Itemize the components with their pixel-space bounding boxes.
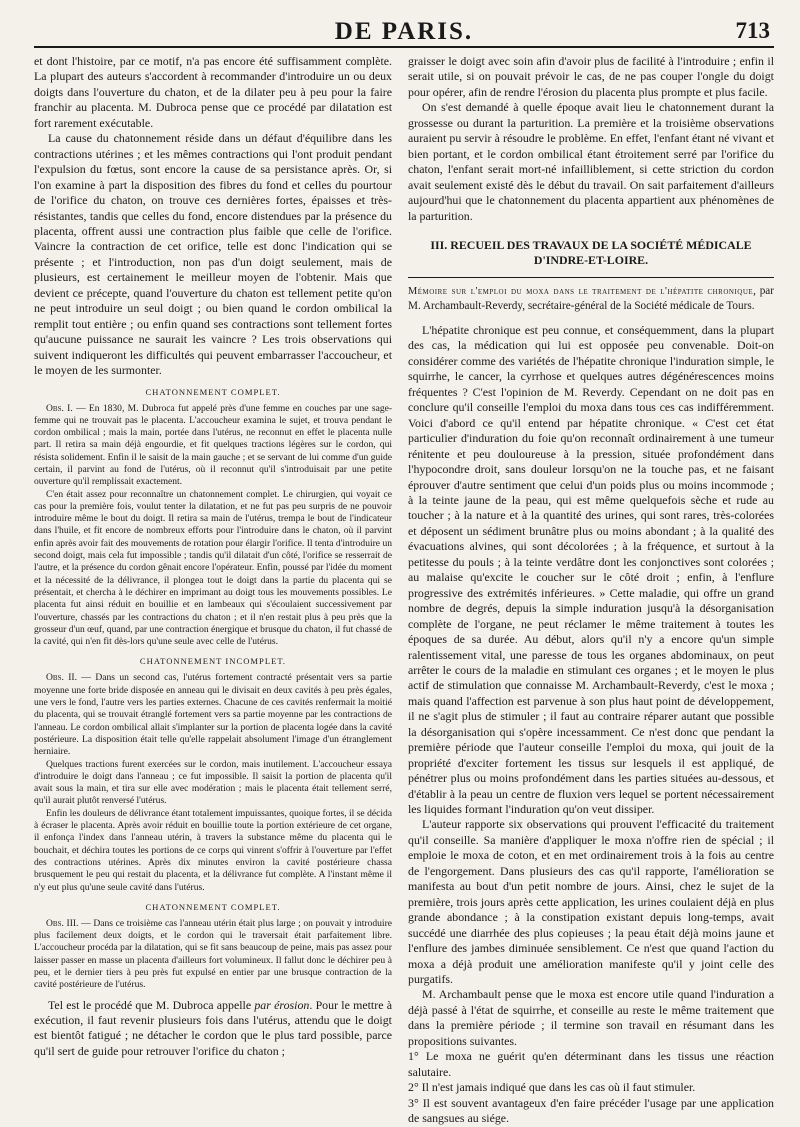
propositions-list	[408, 1049, 774, 1126]
observation-text: — Dans un second cas, l'utérus fortement contracté présentait vers sa partie moyenne une forte bride disposée en anneau qui le divisait en deux cavités à peu près égales, une vers le fond, l'autre vers les parties externes. Chacune de ces cavités renfermait la moitié du placenta, qui se trouvait étranglé fortement vers sa partie moyenne par les contractions de l'anneau. Le cordon ombilical allait s'implanter sur la portion de placenta logée dans la cavité postérieure. La disposition était telle qu'elle rappelait absolument l'image d'un étranglement herniaire.	[34, 672, 392, 758]
emphasis-term: par érosion	[254, 997, 310, 1012]
two-column-body	[34, 54, 774, 1127]
section-title: III. RECUEIL DES TRAVAUX DE LA SOCIÉTÉ MÉDICALE D'INDRE-ET-LOIRE.	[430, 237, 752, 268]
left-cause-paragraph: La cause du chatonnement réside dans un défaut d'équilibre dans les contractions utérines ; et les mêmes contractions qui l'ont produit pendant l'expulsion du fœtus, sont encore la cause de sa persistance après. Or, si l'on examine à part la disposition des fibres du fond et celles du pourtour de l'orifice du chaton, on trouve ces dernières fortes, épaisses et très-résistantes, tandis que celles du fond, encore distendues par la présence du placenta, offrent aussi une contraction plus faible que celle de l'orifice. Vaincre la contraction de cet orifice, telle est donc l'indication qui se présente ; et l'introduction, non pas d'un doigt seulement, mais de plusieurs, est certainement le meilleur moyen de l'obtenir. Mais que devient ce précepte, quand l'ouverture du chaton est tellement petite qu'on ne peut introduire un seul doigt ; ou bien quand le cordon ombilical la remplit tout entière ; ou enfin quand ses contractions sont tellement fortes qu'aucune puissance ne saurait les vaincre ? Les trois observations qui suivent indiqueront les difficultés qui peuvent embarrasser l'accoucheur, et le moyen de les surmonter.	[34, 131, 392, 378]
memoir-author: , par M. Archambault-Reverdy, secrétaire-général de la Société médicale de Tours.	[408, 284, 774, 312]
list-item: 2° Il n'est jamais indiqué que dans les cas où il faut stimuler.	[408, 1080, 696, 1095]
divider	[408, 277, 774, 278]
article-paragraph: M. Archambault pense que le moxa est encore utile quand l'induration a déjà passé à l'état de squirrhe, et conseille au reste le même traitement que dans la première période ; il termine son travail en résumant dans les propositions suivantes.	[408, 987, 774, 1048]
section-heading: CHATONNEMENT COMPLET.	[145, 386, 281, 397]
right-continuation-paragraph: graisser le doigt avec soin afin d'avoir plus de facilité à l'introduire ; enfin il serait utile, si on pouvait prévoir le cas, de ne pas couper l'ongle du doigt pour opérer, afin de rendre l'érosion du placenta plus prompte et plus facile.	[408, 54, 774, 99]
left-intro-paragraph: et dont l'histoire, par ce motif, n'a pas encore été suffisamment complète. La plupart des auteurs s'accordent à recommander d'introduire un ou deux doigts dans l'ouverture du chaton, et de la dilater peu à peu pour la faire franchir au placenta. M. Dubroca pense que ce procédé par dilatation est fort rarement exécutable.	[34, 54, 392, 130]
observation-text: — En 1830, M. Dubroca fut appelé près d'une femme en couches par une sage-femme qui ne trouvait pas le placenta. L'accoucheur examina le sujet, et trouva pendant le cordon ombilical ; mais la main, portée dans l'utérus, ne reconnut en effet le placenta nulle part. Il retira sa main déjà engourdie, et fit quelques tractions légères sur le cordon, qui résista solidement. Enfin il le saisit de la main gauche ; et se servant de lui comme d'un guide certain, il parvint au fond de l'utérus, où il reconnut qu'il s'introduisait par une petite ouverture qu'il remplissait exactement.	[34, 402, 393, 488]
article-paragraph: L'auteur rapporte six observations qui prouvent l'efficacité du traitement qu'il conseille. Sa manière d'appliquer le moxa n'offre rien de spécial ; il emploie le moxa de coton, et en met ordinairement trois à la fois au centre de l'engorgement. Dans plusieurs des cas qu'il rapporte, l'amélioration se manifesta au bout d'un petit nombre de jours. Ainsi, chez le sujet de la première, trois jours après cette application, les urines coulaient déjà en plus grande abondance ; à la constipation existant depuis long-temps, avait succédé une diarrhée des plus copieuses ; la peau était déjà moins jaune et l'enflure des jambes diminuée sensiblement. Ce n'est que quand l'action du moxa a déjà produit une amélioration manifeste qu'il y joint celle des purgatifs.	[408, 817, 774, 987]
left-closing-paragraph: Tel est le procédé que M. Dubroca appelle par érosion. Pour le mettre à exécution, il faut revenir plusieurs fois dans l'utérus, attendu que le doigt est bientôt fatigué ; ne détacher le cordon que le plus tard possible, parce qu'il sert de guide pour retrouver l'orifice du chaton ;	[34, 997, 392, 1058]
observation-text: — Dans ce troisième cas l'anneau utérin était plus large ; on pouvait y introduire plus facilement deux doigts, et le cordon qui le traversait était parfaitement libre. L'accoucheur procéda par la dilatation, qui se fit sans beaucoup de peine, mais pas assez pour laisser passer en masse un placenta d'ailleurs fort volumineux. Il fallut donc le déchirer peu à peu, et le dernier tiers à peu près fut expulsé en entier par une brusque contraction de la cavité postérieure de l'utérus.	[34, 917, 392, 991]
observation-label: Obs. III.	[46, 917, 79, 929]
list-item: 3° Il est souvent avantageux d'en faire précéder l'usage par une application de sangsues au siége.	[408, 1095, 774, 1126]
article-paragraph: L'hépatite chronique est peu connue, et conséquemment, dans la plupart des cas, la médication qui lui est opposée peu convenable. Doit-on considérer comme des variétés de l'hépatite chronique l'induration simple, le squirrhe, le cancer, la cyrrhose et quelques autres dégénérescences moins fréquentes ? C'est l'opinion de M. Reverdy. Cependant on ne doit pas en conclure qu'il conseille l'emploi du moxa dans tous ces cas indifféremment. Voici d'abord ce qu'il entend par hépatite chronique. « C'est cet état particulier d'induration du foie qu'on reconnaît ordinairement à une tumeur rénitente et peu douloureuse à la pression, située profondément dans l'hypocondre droit, sans douleur lorsqu'on ne la touche pas, et ne faisant éprouver d'autre sentiment que celui d'un poids plus ou moins incommode ; à la teinte jaune de la peau, qui est même quelquefois sèche et rude au toucher ; à la nature et à la quantité des urines, qui sont rares, très-colorées et déposent un sédiment brunâtre plus ou moins abondant ; à la qualité des évacuations alvines, qui sont décolorées ; à la fréquence, et surtout à la petitesse du pouls ; à la teinte verdâtre dont les conjonctives sont colorées ; au malaise qu'excite le coucher sur le côté droit ; enfin, à l'enflure progressive des extrémités inférieures. » Cette maladie, qui offre un grand nombre de degrés, depuis la simple induration jusqu'à la désorganisation complète de l'organe, ne peut réclamer le même traitement à toutes les époques de sa durée. Au début, alors qu'il n'y a encore qu'un simple ralentissement vital, une paresse de tous les organes abdominaux, on peut arrêter le cours de la maladie en stimulant ces organes ; et le moyen le plus actif de stimulation que connaisse M. Archambault-Reverdy, c'est le moxa ; mais quand l'affection est parvenue à son plus haut point de développement, il ne s'agit plus de stimuler ; il faut au contraire réparer autant que possible la désorganisation qui s'opère incessamment. Ce n'est donc que pendant la première période que l'auteur conseille l'emploi du moxa, qui jouit de la propriété d'exciter fortement les tissus sur lesquels il est appliqué, de pénétrer plus ou moins profondément dans les parties situées au-dessous, et d'établir à la peau un centre de fluxion vers lequel se portent nécessairement les liquides formant l'induration qu'on veut dissiper.	[408, 322, 774, 817]
observation-text: Quelques tractions furent exercées sur le cordon, mais inutilement. L'accoucheur essaya d'introduire le doigt dans l'anneau ; ce fut impossible. Il saisit la portion de placenta qu'il avait sous la main, et tira sur elle avec modération ; mais le placenta était tellement serré, qu'il aurait plutôt renversé l'utérus.	[34, 758, 392, 807]
observation-label: Obs. I.	[46, 402, 73, 414]
section-heading: CHATONNEMENT COMPLET.	[145, 901, 281, 912]
page-number: 713	[735, 18, 770, 43]
memoir-heading	[408, 284, 774, 313]
section-heading: CHATONNEMENT INCOMPLET.	[139, 656, 287, 667]
observation-text: C'en était assez pour reconnaître un chatonnement complet. Le chirurgien, qui voyait ce cas pour la première fois, voulut tenter la dilatation, et ne fut pas peu surpris de ne pouvoir introduire même le bout du doigt. Il retira sa main de l'utérus, trempa le bout de l'indicateur dans l'huile, et fit encore de nombreux efforts pour l'introduire dans le chaton, où il parvint enfin après avoir fait des mouvements de rotation pour élargir l'orifice. Il tenta d'introduire un second doigt, mais cela fut impossible ; tandis qu'il dilatait d'un côté, l'orifice se resserrait de l'autre, et la présence du cordon gênait encore l'opérateur. Enfin, poussé par l'idée du moment et la nécessité de la délivrance, il plongea tout le doigt dans la partie du placenta qui se présentait, et chercha à le déchirer en imprimant au doigt tous les mouvements possibles. Le placenta fut ainsi réduit en bouillie et en lambeaux qui s'écoulaient successivement par l'ouverture, chassés par les contractions du chaton ; et il n'en restait plus à peu près que la grosseur d'un œuf, quand, par une contraction énergique et brusque du chaton, il fut chassé de la cavité, qui n'en fit dès-lors qu'une seule avec celle de l'utérus.	[34, 488, 392, 648]
observation-text: Enfin les douleurs de délivrance étant totalement impuissantes, quoique fortes, il se décida à écraser le placenta. Après avoir réduit en bouillie toute la portion extérieure de cet organe, il enfonça l'index dans l'anneau utérin, à travers la substance même du placenta qui le bouchait, et déchira toutes les portions de ce corps qui vinrent s'offrir à l'ouverture par l'effet des contractions utérines. Après dix minutes environ la cavité postérieure chassa brusquement le peu qui restait du placenta, et la délivrance fut complète. A l'instant même il n'y eut plus qu'une seule cavité dans l'utérus.	[34, 807, 392, 893]
page-header	[34, 12, 774, 48]
right-timing-paragraph: On s'est demandé à quelle époque avait lieu le chatonnement durant la grossesse ou durant la parturition. La première et la troisième observations auraient pu servir à résoudre le problème. En effet, l'enfant étant né vivant et bien portant, et le cordon ombilical étant étroitement serré par l'orifice du chaton, l'enfant serait mort-né infailliblement, si cette striction du cordon avait seulement existé dès le début du travail. On sait parfaitement d'ailleurs aujourd'hui que le chatonnement du placenta appartient aux phénomènes de la parturition.	[408, 100, 774, 223]
memoir-title: Mémoire sur l'emploi du moxa dans le traitement de l'hépatite chronique	[408, 285, 754, 297]
list-item: 1° Le moxa ne guérit qu'en déterminant dans les tissus une réaction salutaire.	[408, 1049, 774, 1079]
running-title: DE PARIS.	[334, 18, 474, 45]
observation-label: Obs. II.	[46, 672, 77, 684]
left-column	[34, 54, 392, 1127]
right-column	[408, 54, 774, 1127]
